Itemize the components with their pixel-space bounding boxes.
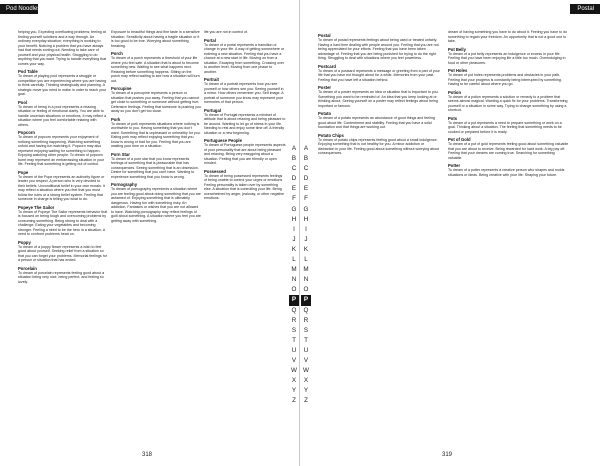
entry-term: Poster: [318, 85, 332, 90]
entry-term: Potato: [318, 111, 332, 116]
left-column-1: [18, 30, 108, 448]
entry-definition: To dream of porcelain represents feeling good about a situation being very nice, being perfect, and feeling so lovely.: [18, 270, 105, 284]
entry-term: Pot Belly: [448, 46, 466, 52]
entry-definition: To dream of a potato represents an abundance of good things and feeling good about life. Contentment and stability. Feeling that you have a solid foundation and that things are working out.: [318, 116, 435, 129]
running-header-left: [0, 4, 41, 14]
entry-term: Pornography: [111, 182, 138, 187]
index-letter[interactable]: A: [303, 145, 309, 152]
entry-definition: To dream of a portal represents a transition or change in your life. A way of getting somewhere or entering a new situation. Feeling that you have a chance at a new start in life. Moving on from a situation. Escaping from something. Crossing over to another level. Moving from one phase to another.: [204, 42, 285, 74]
entry-definition: helping you. Expecting overflowing problems; feeling at finding yourself solutions and a way through. An ordinary everyday situation; everything is working to your benefit. Noticing a problem that you have always had that needs sorting out. Needing to take care of yourself and your physical health. Struggling to do anything that you want. Trying to handle everything that comes your way.: [18, 30, 107, 66]
entry-term: Portal: [204, 37, 216, 43]
entry-definition: To dream of Portuguese people represents aspects of your personality that are about being pleasant and relaxing. Being very easygoing about a situation. Feeling that you are friendly or open minded.: [204, 143, 286, 165]
index-letter[interactable]: T: [304, 336, 308, 344]
entry-definition: To dream of a porch represents a threshold of your life where you feel safe. A situation that is about to become something new. Waiting to see what happens next. Relaxing before something happens. Sitting on the porch may reflect waiting to see how a situation will turn out.: [111, 56, 200, 83]
entry-term: Pot Holes: [448, 68, 468, 73]
entry-definition: To dream of a pot represents a need to prepare something or work on a goal. Thinking about a situation. The feeling that something needs to be cooked or prepared before it is ready.: [448, 120, 562, 134]
entry-term: Porch: [111, 51, 123, 56]
entry-definition: To dream of pornography represents a situation where you are feeling good about doing something that you are ashamed of. Enjoying something that is ultimately dangerous. Having fun with something risky. An addiction. Fantasies or wishes that you are not allowed to have. Watching pornography may reflect feelings of guilt about something. A situation where you feel you are getting away with something.: [111, 187, 201, 223]
index-letter[interactable]: O: [291, 286, 297, 294]
entry-term: Porn Star: [111, 151, 130, 157]
index-letter[interactable]: G: [291, 205, 297, 213]
index-letter[interactable]: G: [303, 205, 309, 213]
index-letter[interactable]: T: [292, 336, 296, 344]
entry-term: Potato Chips: [318, 132, 344, 138]
entry-term: Postal: [318, 33, 331, 38]
index-letter[interactable]: F: [304, 195, 308, 203]
entry-definition: To dream of a postcard represents a message or greeting from a part of your life that you have not thought about for a while. Memories from your past. Feeling that you have left a situation behind.: [318, 68, 440, 82]
index-letter[interactable]: Y: [303, 387, 309, 395]
thumb-index-left: [289, 144, 299, 406]
entry-definition: To dream of popcorn represents your enjoyment of noticing something happening. Watching something unfold and having fun watching it. Popcorn may also represent enjoying waiting for something to happen. Enjoying watching other people. To dream of popcorn burnt may represent an embarrassing situation in your life. Feeling that something is getting out of control.: [18, 135, 105, 166]
entry-definition: To dream of a poster represents an idea or situation that is important to you. Something you want to be reminded of. An idea that you keep looking at or thinking about. Seeing yourself on a poster may reflect feelings about being important or famous.: [318, 90, 439, 108]
entry-definition: To dream of being possessed represents feelings of being unable to control your urges or emotions. Feeling personality is taken over by something else. A situation that is controlling your life. Being overwhelmed by anger, jealousy, or other negative emotions.: [204, 173, 285, 200]
entry-definition: To dream of postal represents feelings about being used or treated unfairly. Having a hard time dealing with people around you. Feeling that you are not being appreciated for your efforts. Feeling that you have been taken advantage of. Feeling that you are being punished for trying to do the right thing. Struggling to deal with situations where you feel powerless.: [318, 38, 439, 60]
index-letter[interactable]: E: [291, 185, 297, 193]
index-letter[interactable]: M: [291, 266, 297, 274]
index-letter[interactable]: K: [303, 245, 309, 253]
index-letter[interactable]: S: [291, 326, 297, 334]
entry-definition: Exposure to beautiful things and fine taste in a sensitive situation. Sensitivity about having a fragile situation or it is too good to be true. Worrying about something breaking.: [111, 30, 200, 48]
index-letter[interactable]: F: [292, 195, 296, 203]
index-letter[interactable]: A: [291, 145, 297, 152]
entry-term: Potter: [448, 163, 461, 168]
index-letter[interactable]: H: [291, 215, 297, 223]
entry-term: Portuguese People: [204, 138, 242, 143]
index-letter[interactable]: D: [303, 175, 309, 183]
index-letter[interactable]: Q: [291, 306, 297, 314]
entry-definition: To dream of Popeye The Sailor represents behavior that is focused on being tough and overcoming problems by consuming something. Being strong to deal with a challenge. Eating your vegetables and becoming stronger. Feeling a need to be the hero in a situation. A need to confront problems head on.: [18, 209, 108, 236]
entry-term: Pool: [18, 99, 28, 105]
entry-definition: To dream of potato chips represents feeling good about a small indulgence. Enjoying something that is not healthy for you. A minor addiction or distraction in your life. Feeling good about something without worrying about consequences.: [318, 137, 440, 155]
index-letter[interactable]: V: [303, 356, 309, 364]
index-letter[interactable]: L: [292, 256, 296, 264]
entry-term: Portrait: [204, 77, 219, 82]
index-letter[interactable]: K: [291, 245, 297, 253]
index-letter[interactable]: I: [305, 225, 307, 233]
running-header-right: [570, 4, 600, 14]
left-column-3: [204, 30, 286, 448]
entry-definition: dream of having something you have to do about it. Feeling you have to do something to regain your freedom. An opportunity that is not a good one to take.: [448, 30, 568, 43]
index-letter[interactable]: P: [301, 295, 311, 305]
index-letter[interactable]: L: [304, 256, 308, 264]
index-letter[interactable]: X: [291, 377, 297, 385]
entry-term: Pork: [111, 116, 121, 122]
right-column-1: [318, 30, 440, 448]
right-page: [300, 0, 600, 466]
index-letter[interactable]: J: [304, 235, 308, 243]
index-letter[interactable]: Q: [303, 306, 309, 314]
right-column-2: [448, 30, 570, 448]
entry-term: Portugal: [204, 107, 221, 113]
index-letter[interactable]: E: [303, 185, 309, 193]
entry-definition: To dream of pot holes represents problems and obstacles in your path. Feeling that your progress is constantly being interrupted by something. Having to be careful about where you go.: [448, 73, 562, 86]
index-letter[interactable]: V: [291, 356, 297, 364]
entry-term: Popeye The Sailor: [18, 204, 55, 210]
left-column-2: [111, 30, 201, 448]
entry-definition: To dream of Portugal represents a mindset of attitude that is about relaxing and being pleasant to be around. Wanting to let go of stress in your life. Needing to rest and enjoy some time off. A friendly situation or a new beginning.: [204, 112, 286, 135]
index-letter[interactable]: O: [303, 286, 309, 294]
index-letter[interactable]: U: [291, 346, 297, 354]
index-letter[interactable]: Z: [304, 397, 308, 405]
index-letter[interactable]: R: [291, 316, 297, 324]
index-letter[interactable]: P: [289, 295, 299, 305]
entry-term: Possessed: [204, 168, 226, 174]
entry-definition: life you are not in control of.: [204, 30, 249, 34]
entry-term: Porcupine: [111, 86, 132, 91]
index-letter[interactable]: U: [303, 346, 309, 354]
index-letter[interactable]: J: [292, 235, 296, 243]
page-number: 319: [442, 452, 453, 458]
entry-definition: To dream of being in a pool represents a relaxing situation or feeling of emotional clarity. You are able to handle uncertain situations or emotions. It may reflect a situation where you feel comfortable relaxing with others.: [18, 104, 107, 127]
index-letter[interactable]: Z: [292, 397, 296, 405]
entry-term: Pod Table: [18, 69, 38, 74]
index-letter[interactable]: Y: [291, 387, 297, 395]
entry-definition: To dream of a pot of gold represents feeling good about something valuable that you are about to receive. Being rewarded for hard work. A big pay off. Feeling that your dreams are coming true. Searching for something valuable.: [448, 142, 569, 160]
entry-definition: To dream of the Pope represents an authority figure or leader you respect. A person who is very devoted to their beliefs. Unconditional belief in your own morals. It may reflect a situation where you feel that you must follow the rules or a strong belief system. Feeling that someone in charge is telling you what to do.: [18, 174, 105, 201]
index-letter[interactable]: N: [291, 276, 297, 284]
entry-definition: To dream of a portrait represents how you see yourself or how others see you. Seeing yourself in a mirror. How others remember you. Self image. A portrait of someone you know may represent your memories of that person.: [204, 82, 284, 104]
entry-definition: To dream of a potion represents a solution or remedy to a problem that seems almost magical. Wanting a quick fix for your problems. Transforming yourself or a situation in some way. Trying to change something by using a shortcut.: [448, 94, 568, 112]
index-letter[interactable]: S: [303, 326, 309, 334]
entry-term: Postcard: [318, 63, 336, 69]
index-letter[interactable]: M: [303, 266, 309, 274]
entry-term: Popcorn: [18, 130, 35, 135]
entry-definition: To dream of a porn star that you know represents feelings of something that is pleasurable that has consequences. Seeing something that is an obsession. Desire for something that you can't have. Wanting to experience something that you know is wrong.: [111, 156, 199, 179]
entry-definition: To dream of pork represents situations where nothing is worthwhile to you. Having something that you don't want. Something that is unpleasant or unhealthy for you. Eating pork may reflect enjoying something that you know is wrong or bad for you. Feeling that you are wasting your time on a situation.: [111, 121, 201, 148]
index-letter[interactable]: X: [303, 377, 309, 385]
index-letter[interactable]: R: [303, 316, 309, 324]
entry-term: Poppy: [18, 239, 31, 245]
entry-term: Porcelain: [18, 265, 37, 271]
entry-term: Pot of Gold: [448, 137, 471, 142]
entry-definition: To dream of a poppy flower represents a wish to feel good about yourself. Seeking relief from a situation so that you can forget your problems. Memorial feelings for a person or situation that has ended.: [18, 244, 107, 262]
index-letter[interactable]: H: [303, 215, 309, 223]
running-header-text: Pod Noodles: [6, 6, 41, 12]
index-letter[interactable]: I: [293, 225, 295, 233]
index-letter[interactable]: W: [303, 367, 309, 375]
entry-definition: To dream of a potter represents a creative person who shapes and molds situations or ideas. Being creative with your life. Shaping your future.: [448, 168, 565, 177]
index-letter[interactable]: C: [303, 165, 309, 173]
entry-definition: To dream of a pot belly represents an indulgence or excess in your life. Feeling that you have been enjoying life a little too much. Overindulging in food or other pleasures.: [448, 51, 566, 65]
page-number: 318: [142, 452, 153, 458]
thumb-index-right: [301, 144, 311, 406]
index-letter[interactable]: W: [291, 367, 297, 375]
entry-term: Pots: [448, 115, 458, 121]
index-letter[interactable]: B: [291, 155, 297, 163]
index-letter[interactable]: C: [291, 165, 297, 173]
index-letter[interactable]: B: [303, 155, 309, 163]
entry-term: Pope: [18, 169, 29, 175]
index-letter[interactable]: N: [303, 276, 309, 284]
entry-term: Potion: [448, 89, 462, 95]
entry-definition: To dream of playing pool represents a struggle or competition you are experiencing where you are having to think carefully. Thinking strategically and planning. A strategic move you need to make in order to reach your goal.: [18, 74, 107, 96]
entry-definition: To dream of a porcupine represents a person or situation that pushes you away. Feeling that you cannot get close to something or someone without getting hurt. Defensive feelings. Feeling that someone is pushing you away so you don't get too close.: [111, 91, 201, 113]
index-letter[interactable]: D: [291, 175, 297, 183]
running-header-text: Postal: [577, 6, 594, 12]
